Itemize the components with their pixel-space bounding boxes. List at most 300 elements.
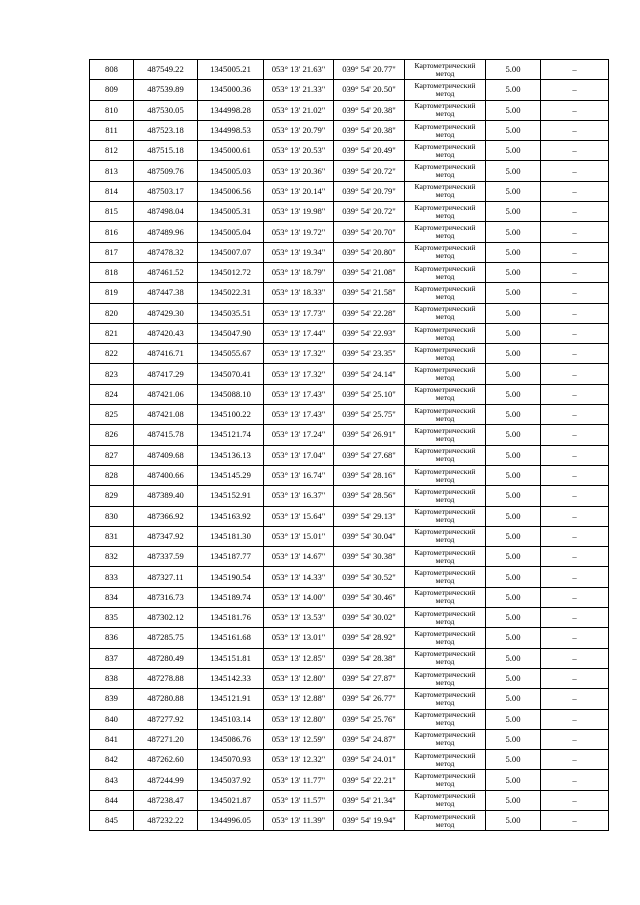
y-coordinate-cell: 1345005.21	[198, 60, 264, 80]
method-cell	[405, 810, 486, 830]
latitude-cell: 053° 13' 19.98"	[264, 202, 334, 222]
method-text-line1: Картометрический	[414, 446, 476, 456]
accuracy-cell: 5.00	[486, 608, 541, 628]
point-number-cell: 823	[90, 364, 134, 384]
x-coordinate-cell: 487278.88	[134, 668, 198, 688]
table-row	[90, 668, 609, 688]
method-cell	[405, 729, 486, 749]
x-coordinate-cell: 487509.76	[134, 161, 198, 181]
point-number-cell: 831	[90, 526, 134, 546]
accuracy-cell: 5.00	[486, 181, 541, 201]
note-cell: –	[541, 262, 609, 282]
method-cell	[405, 486, 486, 506]
method-text-line1: Картометрический	[414, 730, 476, 740]
longitude-cell: 039° 54' 30.46"	[334, 587, 405, 607]
method-text-line1: Картометрический	[414, 547, 476, 557]
point-number-cell: 842	[90, 750, 134, 770]
longitude-cell: 039° 54' 20.49"	[334, 141, 405, 161]
note-cell: –	[541, 425, 609, 445]
note-cell: –	[541, 202, 609, 222]
latitude-cell: 053° 13' 13.01"	[264, 628, 334, 648]
point-number-cell: 819	[90, 283, 134, 303]
note-cell: –	[541, 100, 609, 120]
latitude-cell: 053° 13' 20.36"	[264, 161, 334, 181]
table-row	[90, 60, 609, 80]
method-text-line2: метод	[435, 373, 455, 383]
point-number-cell: 836	[90, 628, 134, 648]
method-text-line1: Картометрический	[414, 527, 476, 537]
method-text-line1: Картометрический	[414, 669, 476, 679]
longitude-cell: 039° 54' 22.28"	[334, 303, 405, 323]
accuracy-cell: 5.00	[486, 283, 541, 303]
method-cell	[405, 587, 486, 607]
table-row	[90, 445, 609, 465]
method-cell	[405, 242, 486, 262]
method-cell	[405, 709, 486, 729]
note-cell: –	[541, 648, 609, 668]
method-text-line1: Картометрический	[414, 80, 476, 90]
y-coordinate-cell: 1345163.92	[198, 506, 264, 526]
note-cell: –	[541, 486, 609, 506]
accuracy-cell: 5.00	[486, 405, 541, 425]
note-cell: –	[541, 750, 609, 770]
longitude-cell: 039° 54' 23.35"	[334, 344, 405, 364]
note-cell: –	[541, 344, 609, 364]
method-cell	[405, 547, 486, 567]
method-cell	[405, 384, 486, 404]
x-coordinate-cell: 487539.89	[134, 80, 198, 100]
latitude-cell: 053° 13' 12.80"	[264, 668, 334, 688]
point-number-cell: 841	[90, 729, 134, 749]
note-cell: –	[541, 810, 609, 830]
method-text-line2: метод	[435, 494, 455, 504]
method-text-line2: метод	[435, 271, 455, 281]
accuracy-cell: 5.00	[486, 80, 541, 100]
method-text-line2: метод	[435, 88, 455, 98]
accuracy-cell: 5.00	[486, 242, 541, 262]
latitude-cell: 053° 13' 20.14"	[264, 181, 334, 201]
method-text-line2: метод	[435, 129, 455, 139]
accuracy-cell: 5.00	[486, 465, 541, 485]
longitude-cell: 039° 54' 28.56"	[334, 486, 405, 506]
note-cell: –	[541, 222, 609, 242]
note-cell: –	[541, 709, 609, 729]
point-number-cell: 837	[90, 648, 134, 668]
table-row	[90, 141, 609, 161]
note-cell: –	[541, 465, 609, 485]
latitude-cell: 053° 13' 19.72"	[264, 222, 334, 242]
x-coordinate-cell: 487400.66	[134, 465, 198, 485]
method-text-line1: Картометрический	[414, 141, 476, 151]
accuracy-cell: 5.00	[486, 750, 541, 770]
point-number-cell: 811	[90, 120, 134, 140]
point-number-cell: 816	[90, 222, 134, 242]
latitude-cell: 053° 13' 19.34"	[264, 242, 334, 262]
x-coordinate-cell: 487271.20	[134, 729, 198, 749]
method-text-line2: метод	[435, 149, 455, 159]
accuracy-cell: 5.00	[486, 587, 541, 607]
table-row	[90, 465, 609, 485]
table-row	[90, 303, 609, 323]
table-row	[90, 181, 609, 201]
table-row	[90, 689, 609, 709]
accuracy-cell: 5.00	[486, 567, 541, 587]
x-coordinate-cell: 487280.88	[134, 689, 198, 709]
method-text-line1: Картометрический	[414, 588, 476, 598]
y-coordinate-cell: 1345070.41	[198, 364, 264, 384]
note-cell: –	[541, 587, 609, 607]
longitude-cell: 039° 54' 24.01"	[334, 750, 405, 770]
method-text-line2: метод	[435, 697, 455, 707]
table-row	[90, 547, 609, 567]
x-coordinate-cell: 487461.52	[134, 262, 198, 282]
table-row	[90, 770, 609, 790]
method-text-line2: метод	[435, 231, 455, 241]
accuracy-cell: 5.00	[486, 344, 541, 364]
latitude-cell: 053° 13' 17.73"	[264, 303, 334, 323]
accuracy-cell: 5.00	[486, 506, 541, 526]
latitude-cell: 053° 13' 17.43"	[264, 384, 334, 404]
point-number-cell: 833	[90, 567, 134, 587]
x-coordinate-cell: 487417.29	[134, 364, 198, 384]
latitude-cell: 053° 13' 17.44"	[264, 323, 334, 343]
latitude-cell: 053° 13' 17.24"	[264, 425, 334, 445]
longitude-cell: 039° 54' 20.72"	[334, 202, 405, 222]
table-row	[90, 405, 609, 425]
y-coordinate-cell: 1345142.33	[198, 668, 264, 688]
accuracy-cell: 5.00	[486, 810, 541, 830]
table-row	[90, 506, 609, 526]
longitude-cell: 039° 54' 21.58"	[334, 283, 405, 303]
y-coordinate-cell: 1345152.91	[198, 486, 264, 506]
note-cell: –	[541, 384, 609, 404]
method-text-line2: метод	[435, 758, 455, 768]
method-text-line1: Картометрический	[414, 385, 476, 395]
method-cell	[405, 425, 486, 445]
latitude-cell: 053° 13' 15.64"	[264, 506, 334, 526]
y-coordinate-cell: 1345006.56	[198, 181, 264, 201]
y-coordinate-cell: 1345070.93	[198, 750, 264, 770]
method-text-line1: Картометрический	[414, 750, 476, 760]
latitude-cell: 053° 13' 21.63"	[264, 60, 334, 80]
point-number-cell: 834	[90, 587, 134, 607]
method-text-line1: Картометрический	[414, 243, 476, 253]
method-text-line2: метод	[435, 474, 455, 484]
x-coordinate-cell: 487409.68	[134, 445, 198, 465]
table-row	[90, 283, 609, 303]
table-row	[90, 526, 609, 546]
method-cell	[405, 100, 486, 120]
method-text-line2: метод	[435, 636, 455, 646]
accuracy-cell: 5.00	[486, 668, 541, 688]
method-cell	[405, 120, 486, 140]
table-row	[90, 628, 609, 648]
method-cell	[405, 364, 486, 384]
y-coordinate-cell: 1345190.54	[198, 567, 264, 587]
method-cell	[405, 668, 486, 688]
method-cell	[405, 283, 486, 303]
table-row	[90, 120, 609, 140]
x-coordinate-cell: 487420.43	[134, 323, 198, 343]
x-coordinate-cell: 487347.92	[134, 526, 198, 546]
table-row	[90, 729, 609, 749]
method-text-line2: метод	[435, 799, 455, 809]
latitude-cell: 053° 13' 21.02"	[264, 100, 334, 120]
point-number-cell: 817	[90, 242, 134, 262]
method-text-line2: метод	[435, 170, 455, 180]
table-row	[90, 364, 609, 384]
y-coordinate-cell: 1345103.14	[198, 709, 264, 729]
longitude-cell: 039° 54' 25.75"	[334, 405, 405, 425]
y-coordinate-cell: 1345012.72	[198, 262, 264, 282]
table-row	[90, 100, 609, 120]
longitude-cell: 039° 54' 29.13"	[334, 506, 405, 526]
note-cell: –	[541, 181, 609, 201]
accuracy-cell: 5.00	[486, 202, 541, 222]
y-coordinate-cell: 1345151.81	[198, 648, 264, 668]
latitude-cell: 053° 13' 16.74"	[264, 465, 334, 485]
latitude-cell: 053° 13' 13.53"	[264, 608, 334, 628]
note-cell: –	[541, 405, 609, 425]
method-text-line2: метод	[435, 251, 455, 261]
method-text-line1: Картометрический	[414, 405, 476, 415]
method-text-line2: метод	[435, 535, 455, 545]
method-text-line1: Картометрический	[414, 304, 476, 314]
note-cell: –	[541, 689, 609, 709]
x-coordinate-cell: 487498.04	[134, 202, 198, 222]
method-text-line1: Картометрический	[414, 568, 476, 578]
method-text-line1: Картометрический	[414, 60, 476, 70]
longitude-cell: 039° 54' 20.80"	[334, 242, 405, 262]
longitude-cell: 039° 54' 27.87"	[334, 668, 405, 688]
x-coordinate-cell: 487421.06	[134, 384, 198, 404]
method-text-line1: Картометрический	[414, 486, 476, 496]
accuracy-cell: 5.00	[486, 364, 541, 384]
longitude-cell: 039° 54' 22.21"	[334, 770, 405, 790]
method-cell	[405, 303, 486, 323]
accuracy-cell: 5.00	[486, 60, 541, 80]
table-body	[90, 60, 609, 831]
latitude-cell: 053° 13' 14.33"	[264, 567, 334, 587]
point-number-cell: 810	[90, 100, 134, 120]
method-text-line2: метод	[435, 454, 455, 464]
method-text-line1: Картометрический	[414, 791, 476, 801]
x-coordinate-cell: 487316.73	[134, 587, 198, 607]
x-coordinate-cell: 487366.92	[134, 506, 198, 526]
y-coordinate-cell: 1345100.22	[198, 405, 264, 425]
method-text-line1: Картометрический	[414, 608, 476, 618]
x-coordinate-cell: 487503.17	[134, 181, 198, 201]
y-coordinate-cell: 1345189.74	[198, 587, 264, 607]
longitude-cell: 039° 54' 30.38"	[334, 547, 405, 567]
accuracy-cell: 5.00	[486, 628, 541, 648]
method-text-line2: метод	[435, 779, 455, 789]
coordinates-table	[89, 59, 609, 831]
point-number-cell: 815	[90, 202, 134, 222]
accuracy-cell: 5.00	[486, 141, 541, 161]
longitude-cell: 039° 54' 30.52"	[334, 567, 405, 587]
y-coordinate-cell: 1345145.29	[198, 465, 264, 485]
point-number-cell: 824	[90, 384, 134, 404]
point-number-cell: 808	[90, 60, 134, 80]
method-cell	[405, 222, 486, 242]
latitude-cell: 053° 13' 18.79"	[264, 262, 334, 282]
point-number-cell: 839	[90, 689, 134, 709]
latitude-cell: 053° 13' 16.37"	[264, 486, 334, 506]
method-text-line1: Картометрический	[414, 689, 476, 699]
latitude-cell: 053° 13' 21.33"	[264, 80, 334, 100]
note-cell: –	[541, 161, 609, 181]
point-number-cell: 843	[90, 770, 134, 790]
y-coordinate-cell: 1345005.03	[198, 161, 264, 181]
y-coordinate-cell: 1345000.36	[198, 80, 264, 100]
method-text-line1: Картометрический	[414, 466, 476, 476]
longitude-cell: 039° 54' 21.08"	[334, 262, 405, 282]
longitude-cell: 039° 54' 20.38"	[334, 120, 405, 140]
note-cell: –	[541, 790, 609, 810]
method-text-line2: метод	[435, 555, 455, 565]
method-text-line1: Картометрический	[414, 121, 476, 131]
latitude-cell: 053° 13' 17.04"	[264, 445, 334, 465]
longitude-cell: 039° 54' 22.93"	[334, 323, 405, 343]
method-text-line1: Картометрический	[414, 202, 476, 212]
longitude-cell: 039° 54' 20.72"	[334, 161, 405, 181]
longitude-cell: 039° 54' 30.02"	[334, 608, 405, 628]
note-cell: –	[541, 770, 609, 790]
accuracy-cell: 5.00	[486, 648, 541, 668]
point-number-cell: 825	[90, 405, 134, 425]
y-coordinate-cell: 1345005.31	[198, 202, 264, 222]
latitude-cell: 053° 13' 12.85"	[264, 648, 334, 668]
y-coordinate-cell: 1345161.68	[198, 628, 264, 648]
method-text-line2: метод	[435, 433, 455, 443]
x-coordinate-cell: 487549.22	[134, 60, 198, 80]
longitude-cell: 039° 54' 20.70"	[334, 222, 405, 242]
note-cell: –	[541, 303, 609, 323]
accuracy-cell: 5.00	[486, 161, 541, 181]
method-cell	[405, 465, 486, 485]
accuracy-cell: 5.00	[486, 770, 541, 790]
y-coordinate-cell: 1345005.04	[198, 222, 264, 242]
point-number-cell: 820	[90, 303, 134, 323]
x-coordinate-cell: 487478.32	[134, 242, 198, 262]
note-cell: –	[541, 506, 609, 526]
x-coordinate-cell: 487489.96	[134, 222, 198, 242]
accuracy-cell: 5.00	[486, 526, 541, 546]
x-coordinate-cell: 487285.75	[134, 628, 198, 648]
method-text-line2: метод	[435, 677, 455, 687]
x-coordinate-cell: 487280.49	[134, 648, 198, 668]
x-coordinate-cell: 487337.59	[134, 547, 198, 567]
note-cell: –	[541, 323, 609, 343]
method-cell	[405, 689, 486, 709]
point-number-cell: 814	[90, 181, 134, 201]
point-number-cell: 812	[90, 141, 134, 161]
accuracy-cell: 5.00	[486, 689, 541, 709]
x-coordinate-cell: 487389.40	[134, 486, 198, 506]
accuracy-cell: 5.00	[486, 729, 541, 749]
table-row	[90, 790, 609, 810]
table-row	[90, 262, 609, 282]
latitude-cell: 053° 13' 17.32"	[264, 364, 334, 384]
latitude-cell: 053° 13' 20.79"	[264, 120, 334, 140]
longitude-cell: 039° 54' 20.79"	[334, 181, 405, 201]
accuracy-cell: 5.00	[486, 790, 541, 810]
method-text-line1: Картометрический	[414, 365, 476, 375]
y-coordinate-cell: 1345086.76	[198, 729, 264, 749]
method-cell	[405, 506, 486, 526]
point-number-cell: 813	[90, 161, 134, 181]
table-row	[90, 242, 609, 262]
method-cell	[405, 344, 486, 364]
accuracy-cell: 5.00	[486, 486, 541, 506]
method-cell	[405, 445, 486, 465]
latitude-cell: 053° 13' 17.43"	[264, 405, 334, 425]
latitude-cell: 053° 13' 11.57"	[264, 790, 334, 810]
point-number-cell: 840	[90, 709, 134, 729]
x-coordinate-cell: 487327.11	[134, 567, 198, 587]
point-number-cell: 829	[90, 486, 134, 506]
longitude-cell: 039° 54' 27.68"	[334, 445, 405, 465]
y-coordinate-cell: 1345121.74	[198, 425, 264, 445]
accuracy-cell: 5.00	[486, 384, 541, 404]
table-row	[90, 425, 609, 445]
point-number-cell: 821	[90, 323, 134, 343]
y-coordinate-cell: 1345088.10	[198, 384, 264, 404]
accuracy-cell: 5.00	[486, 303, 541, 323]
table-row	[90, 222, 609, 242]
table-row	[90, 323, 609, 343]
longitude-cell: 039° 54' 25.76"	[334, 709, 405, 729]
accuracy-cell: 5.00	[486, 100, 541, 120]
point-number-cell: 838	[90, 668, 134, 688]
latitude-cell: 053° 13' 15.01"	[264, 526, 334, 546]
method-text-line2: метод	[435, 413, 455, 423]
method-cell	[405, 648, 486, 668]
note-cell: –	[541, 628, 609, 648]
method-cell	[405, 141, 486, 161]
note-cell: –	[541, 141, 609, 161]
x-coordinate-cell: 487262.60	[134, 750, 198, 770]
x-coordinate-cell: 487421.08	[134, 405, 198, 425]
x-coordinate-cell: 487447.38	[134, 283, 198, 303]
y-coordinate-cell: 1345181.30	[198, 526, 264, 546]
method-text-line2: метод	[435, 596, 455, 606]
note-cell: –	[541, 445, 609, 465]
x-coordinate-cell: 487277.92	[134, 709, 198, 729]
method-text-line2: метод	[435, 393, 455, 403]
longitude-cell: 039° 54' 20.38"	[334, 100, 405, 120]
y-coordinate-cell: 1345121.91	[198, 689, 264, 709]
method-text-line1: Картометрический	[414, 182, 476, 192]
method-text-line1: Картометрический	[414, 811, 476, 821]
longitude-cell: 039° 54' 26.77"	[334, 689, 405, 709]
table-row	[90, 202, 609, 222]
x-coordinate-cell: 487530.05	[134, 100, 198, 120]
method-text-line1: Картометрический	[414, 162, 476, 172]
note-cell: –	[541, 60, 609, 80]
y-coordinate-cell: 1345037.92	[198, 770, 264, 790]
latitude-cell: 053° 13' 14.67"	[264, 547, 334, 567]
accuracy-cell: 5.00	[486, 323, 541, 343]
table-row	[90, 587, 609, 607]
table-row	[90, 648, 609, 668]
longitude-cell: 039° 54' 24.87"	[334, 729, 405, 749]
method-cell	[405, 60, 486, 80]
y-coordinate-cell: 1344998.53	[198, 120, 264, 140]
x-coordinate-cell: 487523.18	[134, 120, 198, 140]
note-cell: –	[541, 364, 609, 384]
